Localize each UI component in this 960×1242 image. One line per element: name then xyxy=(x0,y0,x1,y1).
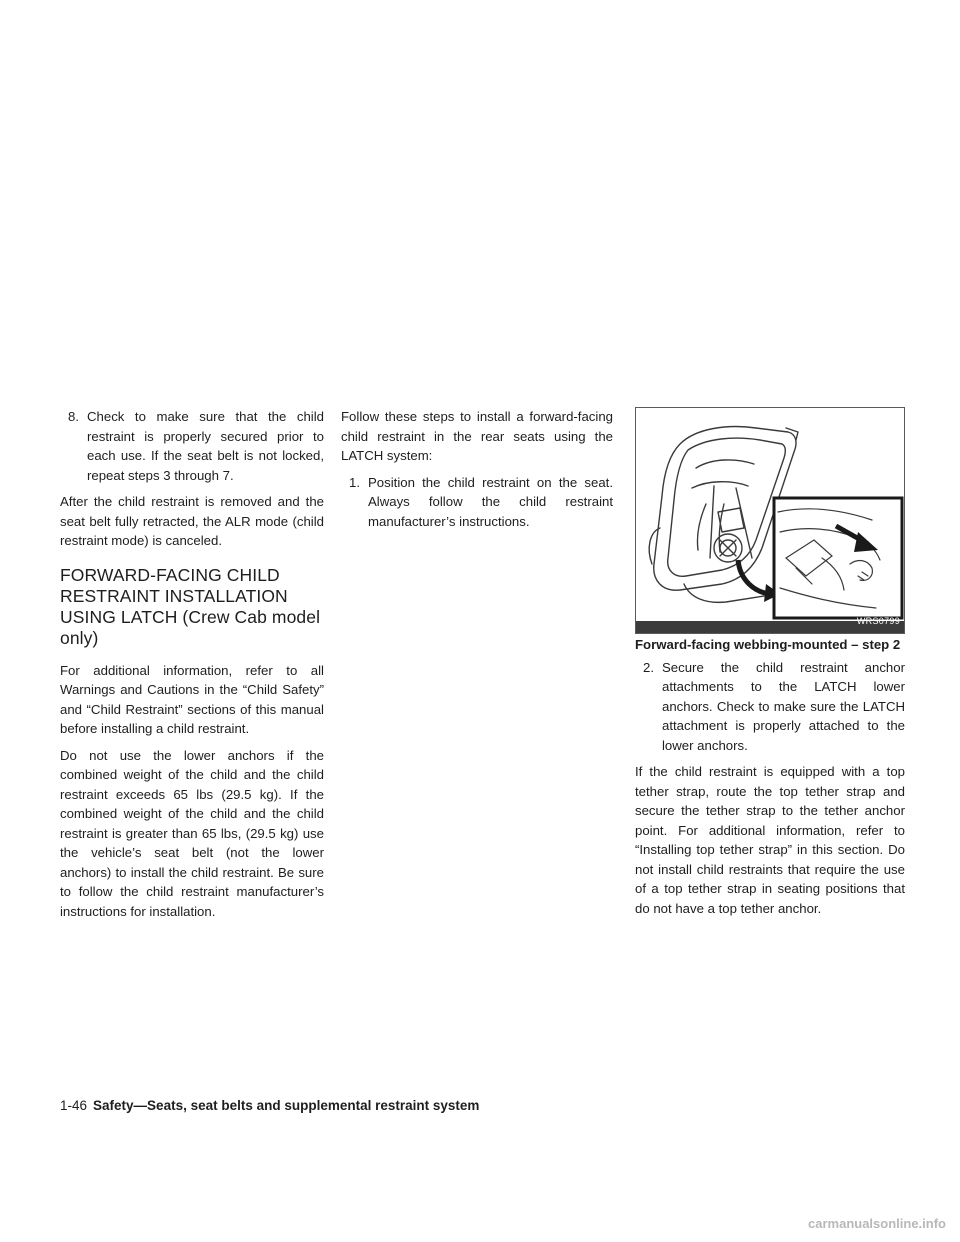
step-number: 1. xyxy=(349,474,360,490)
page-number: 1-46 xyxy=(60,1098,88,1113)
step-8 xyxy=(60,407,324,485)
right-column xyxy=(635,407,905,925)
figure-caption: Forward-facing webbing-mounted – step 2 xyxy=(635,637,901,652)
step-1 xyxy=(341,473,613,532)
paragraph-lower-anchors-warning: Do not use the lower anchors if the combined weight of the child and the child restraint exceeds 65 lbs (29.5 kg). If the combined weight of the child and the child restraint is greater than 65 lbs, (29.5 kg) use the vehicle’s seat belt (not the lower anchors) to install the child restraint. Be sure to follow the child restraint manufacturer’s instructions for installation. xyxy=(60,747,324,919)
left-column xyxy=(60,407,324,928)
watermark: carmanualsonline.info xyxy=(808,1216,946,1231)
step-number: 2. xyxy=(643,659,654,675)
middle-column xyxy=(341,407,613,538)
child-seat-drawing xyxy=(636,408,904,633)
figure-code: WRS0799 xyxy=(856,615,900,626)
page-footer xyxy=(60,1097,479,1115)
step-text: Secure the child restraint anchor attachments to the LATCH lower anchors. Check to make sure the LATCH attachment is properly attached to the lower anchors. xyxy=(662,659,905,753)
paragraph-additional-info: For additional information, refer to all Warnings and Cautions in the “Child Safety” and “Child Restraint” sections of this manual before installing a child restraint. xyxy=(60,662,324,736)
step-2-tether-info: If the child restraint is equipped with a top tether strap, route the top tether strap and secure the tether strap to the tether anchor point. For additional information, refer to “Installing top tether strap” in this section. Do not install child restraints that require the use of a top tether strap in seating positions that do not have a top tether anchor. xyxy=(635,764,905,916)
step-text: Position the child restraint on the seat. Always follow the child restraint manufacturer’s instructions. xyxy=(368,474,613,529)
paragraph-alr-canceled: After the child restraint is removed and the seat belt fully retracted, the ALR mode (child restraint mode) is canceled. xyxy=(60,494,324,548)
section-heading: FORWARD-FACING CHILD RESTRAINT INSTALLATION USING LATCH (Crew Cab model only) xyxy=(60,564,321,648)
child-seat-illustration xyxy=(635,407,905,634)
step-text: Check to make sure that the child restraint is properly secured prior to each use. If the seat belt is not locked, repeat steps 3 through 7. xyxy=(87,409,324,483)
step-number: 8. xyxy=(68,409,79,424)
paragraph-intro: Follow these steps to install a forward-facing child restraint in the rear seats using the LATCH system: xyxy=(341,409,613,463)
chapter-title: Safety—Seats, seat belts and supplemental restraint system xyxy=(93,1098,480,1113)
step-2 xyxy=(635,658,905,756)
